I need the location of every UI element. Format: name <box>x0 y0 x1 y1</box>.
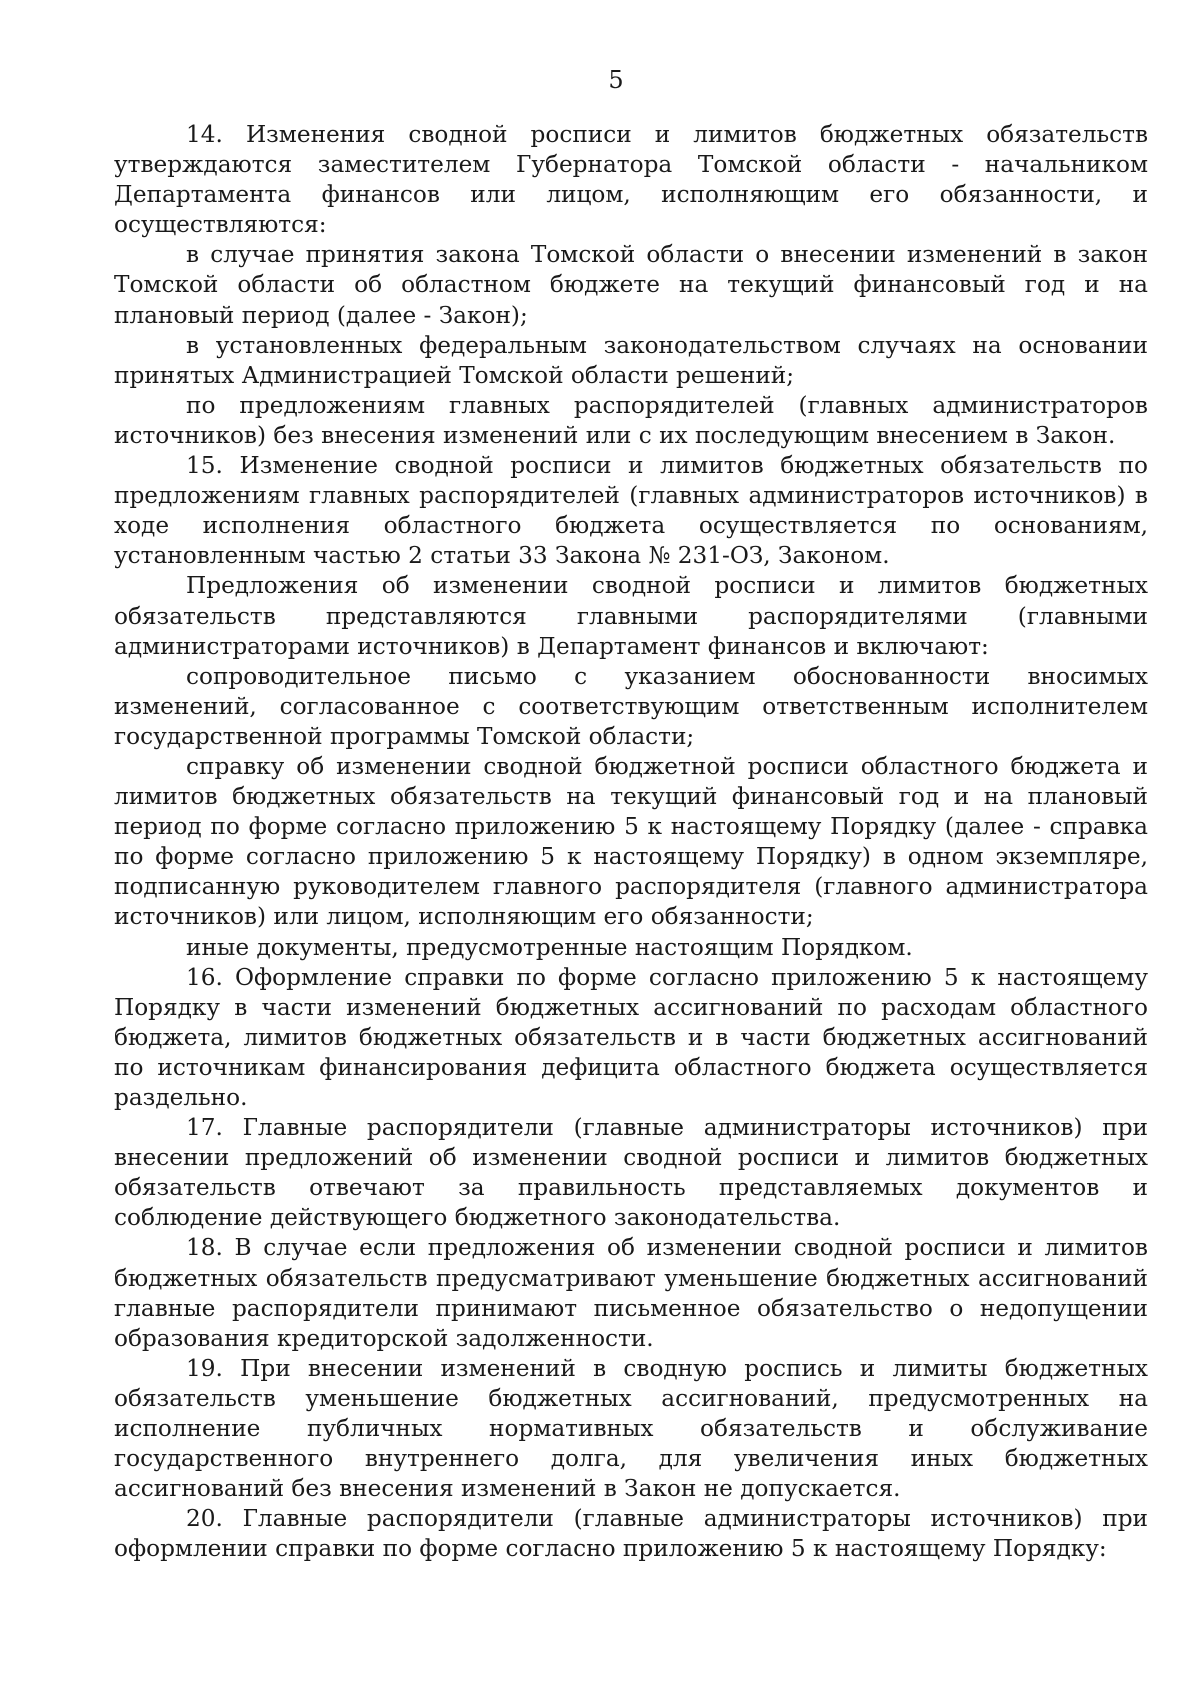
paragraph-15-proposals: Предложения об изменении сводной росписи и лимитов бюджетных обязательств представляются главными распорядителями (главными администраторами источников) в Департамент финансов и включают: <box>114 572 1148 660</box>
paragraph-15-item-certificate: справку об изменении сводной бюджетной росписи областного бюджета и лимитов бюджетных обязательств на текущий финансовый год и на плановый период по форме согласно приложению 5 к настоящему Порядку (далее - справка по форме согласно приложению 5 к настоящему Порядку) в одном экземпляре, подписанную руководителем главного распорядителя (главного администратора источников) или лицом, исполняющим его обязанности; <box>114 752 1148 931</box>
paragraph-17: 17. Главные распорядители (главные администраторы источников) при внесении предложений об изменении сводной росписи и лимитов бюджетных обязательств отвечают за правильность представляемых документов и соблюдение действующего бюджетного законодательства. <box>114 1114 1148 1232</box>
paragraph-14-item-law: в случае принятия закона Томской области о внесении изменений в закон Томской области об областном бюджете на текущий финансовый год и на плановый период (далее - Закон); <box>114 241 1148 329</box>
paragraph-19: 19. При внесении изменений в сводную роспись и лимиты бюджетных обязательств уменьшение бюджетных ассигнований, предусмотренных на исполнение публичных нормативных обязательств и обслуживание государственного внутреннего долга, для увеличения иных бюджетных ассигнований без внесения изменений в Закон не допускается. <box>114 1354 1148 1503</box>
paragraph-14-item-federal: в установленных федеральным законодательством случаях на основании принятых Администрацией Томской области решений; <box>114 331 1148 389</box>
page-number: 5 <box>608 66 624 94</box>
paragraph-20: 20. Главные распорядители (главные администраторы источников) при оформлении справки по форме согласно приложению 5 к настоящему Порядку: <box>114 1505 1148 1563</box>
paragraph-14: 14. Изменения сводной росписи и лимитов бюджетных обязательств утверждаются заместителем Губернатора Томской области - начальником Департамента финансов или лицом, исполняющим его обязанности, и осуществляются: <box>114 121 1148 239</box>
paragraph-15: 15. Изменение сводной росписи и лимитов бюджетных обязательств по предложениям главных распорядителей (главных администраторов источников) в ходе исполнения областного бюджета осуществляется по основаниям, установленным частью 2 статьи 33 Закона № 231-ОЗ, Законом. <box>114 452 1148 570</box>
document-body <box>114 120 1148 1565</box>
paragraph-18: 18. В случае если предложения об изменении сводной росписи и лимитов бюджетных обязательств предусматривают уменьшение бюджетных ассигнований главные распорядители принимают письменное обязательство о недопущении образования кредиторской задолженности. <box>114 1234 1148 1352</box>
paragraph-15-item-letter: сопроводительное письмо с указанием обоснованности вносимых изменений, согласованное с соответствующим ответственным исполнителем государственной программы Томской области; <box>114 662 1148 750</box>
paragraph-16: 16. Оформление справки по форме согласно приложению 5 к настоящему Порядку в части изменений бюджетных ассигнований по расходам областного бюджета, лимитов бюджетных обязательств и в части бюджетных ассигнований по источникам финансирования дефицита областного бюджета осуществляется раздельно. <box>114 963 1148 1111</box>
paragraph-15-item-other: иные документы, предусмотренные настоящим Порядком. <box>186 933 913 961</box>
paragraph-14-item-proposals: по предложениям главных распорядителей (главных администраторов источников) без внесения изменений или с их последующим внесением в Закон. <box>114 391 1148 449</box>
